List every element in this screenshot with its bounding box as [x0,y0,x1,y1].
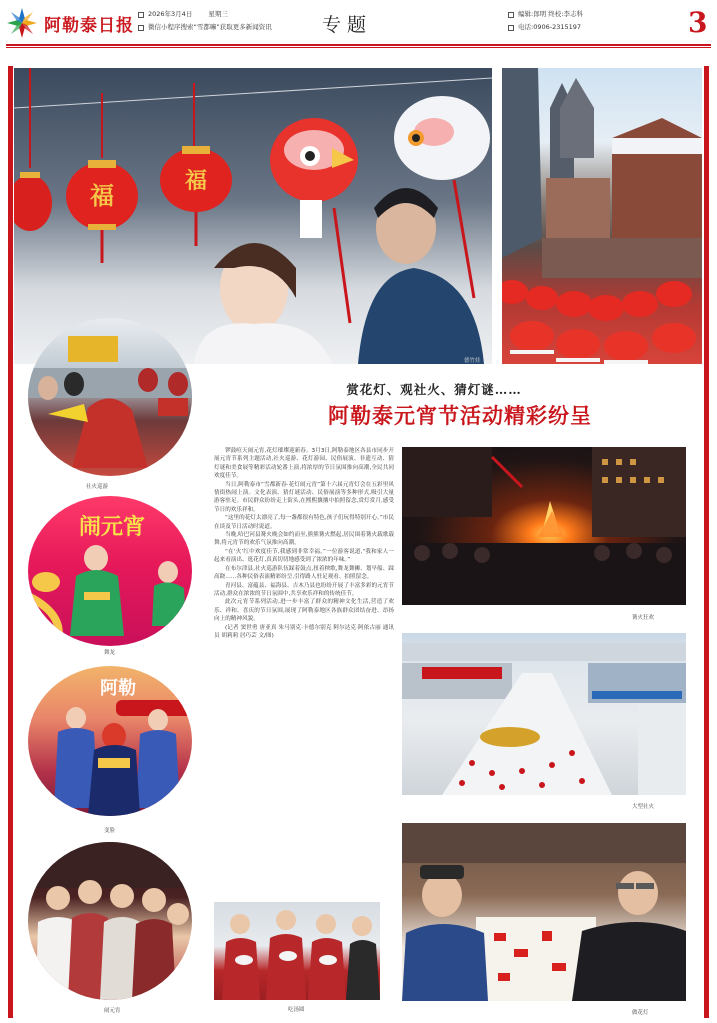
article-headline: 阿勒泰元宵节活动精彩纷呈 [328,404,592,428]
logo-emblem-icon [6,7,38,39]
photo-making-lanterns [402,823,686,1001]
page-number: 3 [688,6,708,39]
caption-feast: 吃汤圆 [288,1007,305,1013]
caption-c2: 舞龙 [104,650,116,656]
circle-photo-parade [28,318,192,476]
photo-eating-tangyuan [214,902,380,1000]
frame-border-left [8,66,13,1018]
checkbox-icon [508,25,514,31]
article-paragraph: 此次元宵节系列活动,进一步丰富了群众的精神文化生活,营造了欢乐、祥和、喜庆的节日氛围,展现了阿勒泰地区各族群众团结奋进、昂扬向上的精神风貌。 [214,599,394,623]
issue-date: 2026年3月4日 [148,10,193,18]
hero-photo-lanterns [14,68,492,364]
checkbox-icon [138,25,144,31]
circle-photo-dragon [28,496,192,646]
article-byline: (记者 窦世勇 唐亚真 朱马别克·卡德尔别克 阿尔达克·阿依古丽 通讯员 胡莉莉 居巧芸 文/图) [214,624,394,639]
lantern-row [502,280,696,364]
caption-paper: 做花灯 [632,1010,649,1016]
caption-bonfire: 篝火狂欢 [632,615,655,621]
article-paragraph: 当晚,哈巴河县篝火晚会如约而至,熊熊篝火燃起,居民围着篝火载歌载舞,将元宵节的欢乐气氛推向高潮。 [214,532,394,547]
lantern-icon [66,93,138,263]
frame-border-right [704,66,709,1018]
svg-text:福: 福 [184,168,208,194]
man-figure [358,188,484,364]
issue-weekday: 星期三 [208,10,228,18]
circle-photo-face-changing [28,666,192,816]
newspaper-logo [6,6,136,40]
svg-text:福: 福 [90,181,114,210]
article-paragraph: “在‘火’红中欢度佳节,我感到非常幸福。”一位游客说道,“我和家人一起来看演出、逛花灯,真真切切地感受到了浓浓的年味。” [214,548,394,564]
editors-line: 编辑:郎明 终校:李志科 [518,10,583,18]
phone-line: 电话:0906-2315197 [518,23,582,31]
article-paragraph: 在布尔津县,社火巡游队伍踩着鼓点,扭着秧歌,舞龙舞狮、划旱船、踩高跷……各种民俗表演精彩纷呈,引得路人驻足观看、拍照留念。 [214,565,394,581]
caption-aerial: 大型社火 [632,804,655,810]
caption-c1: 社火巡游 [86,484,109,490]
page-header [0,0,717,46]
caption-c3: 变脸 [104,828,116,834]
svg-text:阿勒: 阿勒 [100,678,136,699]
article-paragraph: 锣鼓喧天闹元宵,花灯璀璨迎新春。3月3日,阿勒泰地区各县市同步开展元宵节系列主题活动,社火巡游、花灯游园、民俗展演、非遗互动、猜灯谜和美食展等精彩活动轮番上演,将浓厚的节日氛围推向高潮,全民共同欢度佳节。 [214,448,394,480]
issue-meta [138,8,272,34]
street-photo-lanterns [502,68,702,364]
lantern-icon [160,83,232,246]
caption-c4: 闹元宵 [104,1008,121,1014]
article-paragraph: 当日,阿勒泰市“雪都新春·花灯闹元宵”第十六届元宵灯会在五彩里风情街热闹上演。文化表演、猜灯谜活动、民俗展演等多种形式,吸引大量游客驻足。市民群众纷纷走上街头,在熙熙攘攘中拍照留念,赏灯赏月,感受节日的欢乐祥和。 [214,481,394,513]
hero-caption: 德竹娃 [464,358,481,364]
photo-bonfire [402,447,686,605]
article-paragraph: 青河县、富蕴县、福海县、吉木乃县也纷纷开展了丰富多彩的元宵节活动,群众在浓浓的节日氛围中,共享欢乐祥和的传统佳节。 [214,582,394,597]
article-kicker: 赏花灯、观社火、猜灯谜…… [346,382,522,397]
header-divider [6,44,711,46]
promo-text: 微信小程序搜索“雪都嘛”获取更多新闻资讯 [148,23,272,31]
logo-text: 阿勒泰日报 [44,15,134,36]
article-paragraph: “这里的花灯太漂亮了,每一盏都很有特色,孩子们玩得特别开心。”市民在谈及节日活动时说道。 [214,515,394,530]
checkbox-icon [508,12,514,18]
article-body [214,447,394,895]
woman-figure [194,243,332,364]
lantern-icon [14,68,52,231]
header-divider-thin [6,47,711,48]
photo-aerial-parade [402,633,686,795]
circle-photo-crowd [28,842,192,1000]
section-title: 专题 [322,14,373,36]
svg-text:闹元宵: 闹元宵 [78,514,146,540]
editor-meta [508,8,583,34]
checkbox-icon [138,12,144,18]
